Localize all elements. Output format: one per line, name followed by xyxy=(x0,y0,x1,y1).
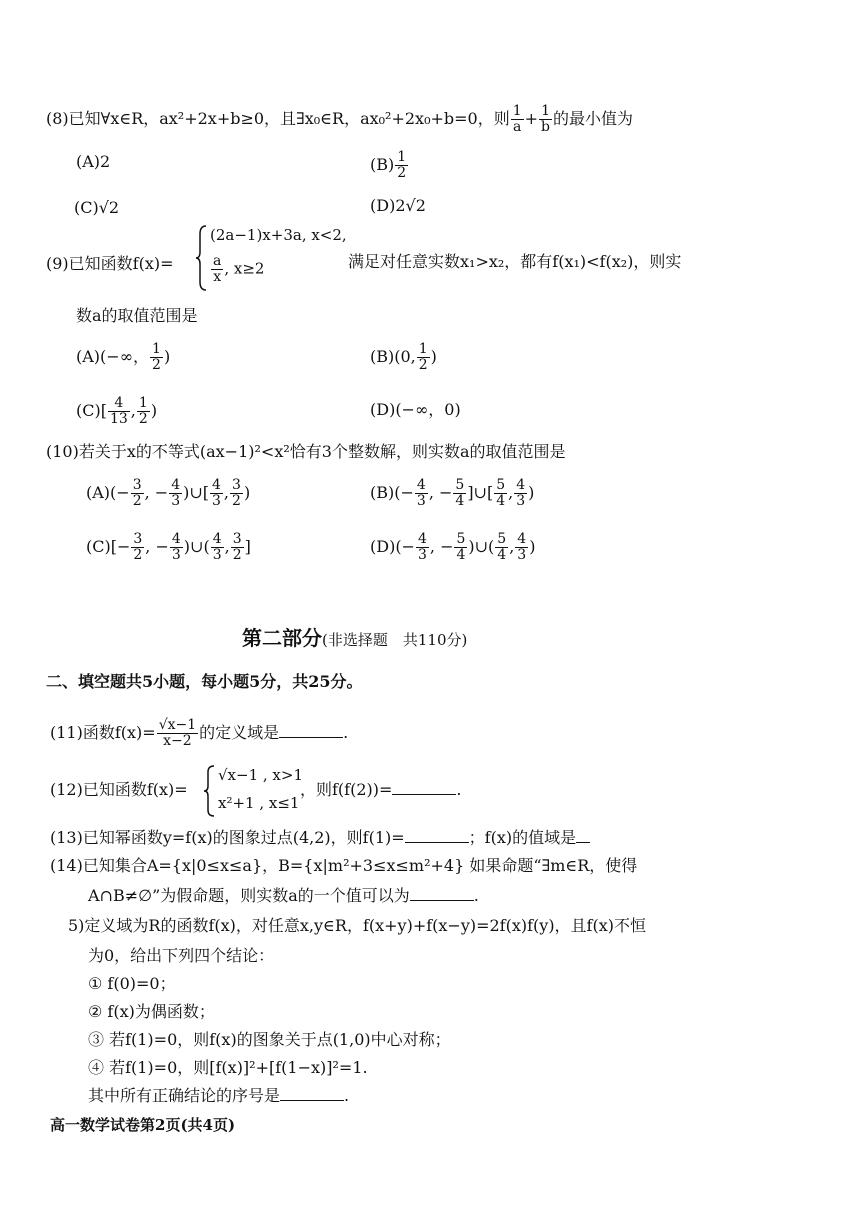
fraction: $\frac{4}{3}$ xyxy=(171,477,181,509)
page-footer: 高一数学试卷第2页(共4页) xyxy=(50,1116,236,1134)
part2-title: 第二部分(非选择题 共110分) xyxy=(242,626,468,650)
q10-option-d: (D)(− $\frac{4}{3}$ , − $\frac{5}{4}$ )∪( $\frac{5}{4}$ , $\frac{4}{3}$ ) xyxy=(370,531,536,563)
q14-answer-blank[interactable] xyxy=(410,886,474,901)
q9-stem-cont: 数a的取值范围是 xyxy=(76,306,198,325)
fraction: $\frac{3}{2}$ xyxy=(132,477,142,509)
q13-answer-blank-1[interactable] xyxy=(405,828,469,843)
q15-item-3: ③ 若f(1)=0，则f(x)的图象关于点(1,0)中心对称； xyxy=(88,1030,451,1049)
q8-option-c: (C)√2 xyxy=(74,198,120,217)
q14-line1: (14)已知集合A={x|0≤x≤a}，B={x|m²+3≤x≤m²+4} 如果命题“∃m∈R，使得 xyxy=(50,856,638,875)
q8-frac-1a: $\frac{1}{a}$ xyxy=(512,103,522,135)
q8-stem: (8)已知∀x∈R，ax²+2x+b≥0，且∃x₀∈R，ax₀²+2x₀+b=0，则 $\frac{1}{a}$ + $\frac{1}{b}$ 的最小值为 xyxy=(46,103,634,135)
q15-answer-blank[interactable] xyxy=(280,1086,344,1101)
q11: (11)函数f(x)= $\frac{√x-1}{x-2}$ 的定义域是 . xyxy=(50,717,349,749)
fraction: $\frac{3}{2}$ xyxy=(232,477,241,509)
q10-stem: (10)若关于x的不等式(ax−1)²<x²恰有3个整数解，则实数a的取值范围是 xyxy=(46,442,566,461)
section-heading: 二、填空题共5小题，每小题5分，共25分。 xyxy=(46,672,363,691)
fraction: $\frac{4}{3}$ xyxy=(212,477,221,509)
fraction: $\frac{5}{4}$ xyxy=(455,477,465,509)
fraction: $\frac{3}{2}$ xyxy=(133,531,143,563)
q15-line2: 为0，给出下列四个结论： xyxy=(88,946,275,965)
q15-item-4: ④ 若f(1)=0，则[f(x)]²+[f(1−x)]²=1. xyxy=(88,1058,368,1077)
q10-option-c: (C)[− $\frac{3}{2}$ , − $\frac{4}{3}$ )∪( $\frac{4}{3}$ , $\frac{3}{2}$ ] xyxy=(86,531,251,563)
q13: (13)已知幂函数y=f(x)的图象过点(4,2)，则f(1)= ；f(x)的值域是 xyxy=(50,828,590,848)
q12-answer-blank[interactable] xyxy=(392,780,456,795)
q8-option-d: (D)2√2 xyxy=(370,196,426,215)
fraction: $\frac{4}{3}$ xyxy=(417,531,427,563)
q10-option-b: (B)(− $\frac{4}{3}$ , − $\frac{5}{4}$ ]∪[ $\frac{5}{4}$ , $\frac{4}{3}$ ) xyxy=(370,477,535,509)
q9-option-d: (D)(−∞，0) xyxy=(370,400,461,419)
q8-stem-text: (8)已知∀x∈R，ax²+2x+b≥0，且∃x₀∈R，ax₀²+2x₀+b=0，则 xyxy=(46,109,510,128)
q15-last: 其中所有正确结论的序号是 . xyxy=(88,1086,350,1105)
q13-answer-blank-2[interactable] xyxy=(576,828,590,843)
q9-option-b: (B)(0, $\frac{1}{2}$ ) xyxy=(370,341,437,373)
fraction: $\frac{4}{3}$ xyxy=(212,531,222,563)
q14-line2: A∩B≠∅”为假命题，则实数a的一个值可以为 . xyxy=(88,886,479,905)
q8-option-a: (A)2 xyxy=(76,152,111,171)
q9-stem-left: (9)已知函数f(x)= xyxy=(46,254,174,273)
fraction: $\frac{5}{4}$ xyxy=(496,477,506,509)
q11-answer-blank[interactable] xyxy=(279,723,343,738)
fraction: $\frac{5}{4}$ xyxy=(456,531,466,563)
q8-frac-1b: $\frac{1}{b}$ xyxy=(541,103,551,135)
fraction: $\frac{3}{2}$ xyxy=(232,531,242,563)
fraction: $\frac{4}{3}$ xyxy=(516,477,526,509)
brace-icon xyxy=(204,764,216,818)
q15-line1: 5)定义域为R的函数f(x)，对任意x,y∈R，f(x+y)+f(x−y)=2f(x)f(y)，且f(x)不恒 xyxy=(68,916,646,935)
q15-item-1: ① f(0)=0； xyxy=(88,974,176,993)
q9-option-a: (A)(−∞， $\frac{1}{2}$ ) xyxy=(76,341,171,373)
q12-right: ，则f(f(2))= . xyxy=(300,780,462,799)
fraction: $\frac{4}{3}$ xyxy=(416,477,426,509)
q8-option-b: (B) $\frac{1}{2}$ xyxy=(370,149,407,181)
fraction: $\frac{4}{3}$ xyxy=(517,531,527,563)
q9-stem-right: 满足对任意实数x₁>x₂，都有f(x₁)<f(x₂)，则实 xyxy=(348,252,682,271)
brace-icon xyxy=(196,224,208,292)
fraction: $\frac{5}{4}$ xyxy=(497,531,507,563)
fraction: $\frac{4}{3}$ xyxy=(171,531,181,563)
q12-left: (12)已知函数f(x)= xyxy=(50,780,188,799)
q10-option-a: (A)(− $\frac{3}{2}$ , − $\frac{4}{3}$ )∪[ $\frac{4}{3}$ , $\frac{3}{2}$ ) xyxy=(86,477,251,509)
q15-item-2: ② f(x)为偶函数； xyxy=(88,1002,215,1021)
q9-option-c: (C)[ $\frac{4}{13}$ , $\frac{1}{2}$ ) xyxy=(76,395,158,427)
